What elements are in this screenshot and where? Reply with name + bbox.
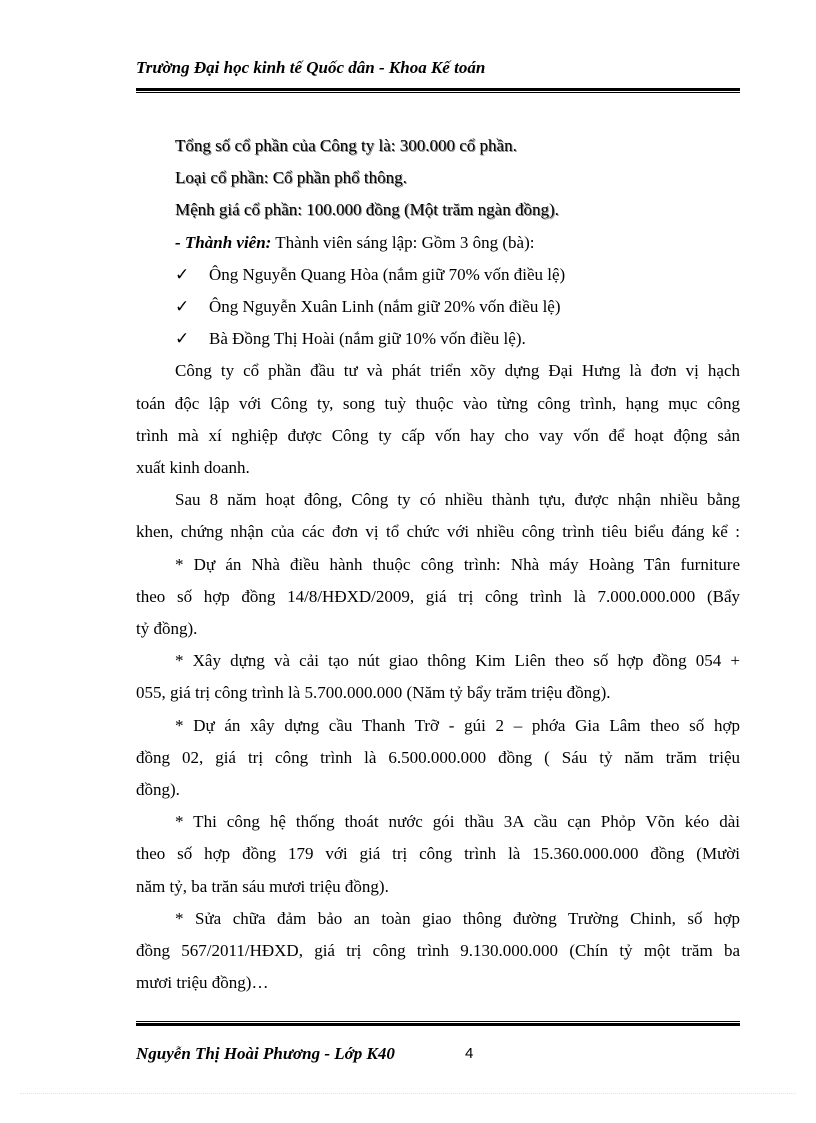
page-header: Trường Đại học kinh tế Quốc dân - Khoa Kế toán — [136, 58, 486, 77]
paragraph-line: tỷ đồng). — [136, 619, 198, 639]
paragraph-line: toán độc lập với Công ty, song tuỳ thuộc vào từng công trình, hạng mục công — [136, 393, 740, 413]
paragraph-line: đồng 567/2011/HĐXD, giá trị công trình 9.130.000.000 (Chín tỷ một trăm ba — [136, 941, 740, 961]
paragraph-line: đồng 02, giá trị công trình là 6.500.000.000 đồng ( Sáu tỷ năm trăm triệu — [136, 747, 740, 767]
paragraph-line: khen, chứng nhận của các đơn vị tổ chức với nhiều công trình tiêu biểu đáng kể : — [136, 522, 740, 542]
paragraph-line: * Sửa chữa đảm bảo an toàn giao thông đường Trường Chinh, số hợp — [175, 908, 740, 928]
page-number: 4 — [465, 1045, 474, 1062]
shares-type-line: Loại cổ phần: Cổ phần phổ thông. — [175, 168, 407, 188]
check-icon: ✓ — [175, 264, 190, 284]
check-icon: ✓ — [175, 329, 190, 349]
member-item — [136, 291, 740, 323]
footer-rule — [136, 1021, 740, 1026]
footer-author: Nguyễn Thị Hoài Phương - Lớp K40 — [136, 1044, 395, 1063]
members-text: Thành viên sáng lập: Gồm 3 ông (bà): — [271, 232, 535, 252]
shares-total-line: Tổng số cổ phần của Công ty là: 300.000 cổ phần. — [175, 136, 517, 155]
member-item — [136, 323, 740, 355]
paragraph-line: Công ty cổ phần đầu tư và phát triển xõy dựng Đại Hưng là đơn vị hạch — [175, 361, 740, 381]
paragraph-line: * Dự án Nhà điều hành thuộc công trình: Nhà máy Hoàng Tân furniture — [175, 554, 740, 574]
members-line — [136, 227, 740, 259]
header-rule — [136, 88, 740, 93]
member-item-text: Ông Nguyễn Xuân Linh (nắm giữ 20% vốn điều lệ) — [209, 297, 561, 317]
members-label: - Thành viên: — [175, 232, 272, 252]
page-footer — [136, 1044, 740, 1064]
paragraph-line: * Thi công hệ thống thoát nước gói thầu 3A cầu cạn Phỏp Võn kéo dài — [175, 812, 740, 832]
paragraph-line: năm tỷ, ba trăn sáu mươi triệu đồng). — [136, 876, 389, 896]
paragraph-line: Sau 8 năm hoạt đông, Công ty có nhiều thành tựu, được nhận nhiều bằng — [175, 490, 740, 510]
paragraph-line: mươi triệu đồng)… — [136, 973, 269, 993]
paragraph-line: * Xây dựng và cải tạo nút giao thông Kim Liên theo số hợp đồng 054 + — [175, 651, 740, 671]
paragraph-line: * Dự án xây dựng cầu Thanh Trỡ - gúi 2 – phớa Gia Lâm theo số hợp — [175, 715, 740, 735]
paragraph-line: theo số hợp đồng 14/8/HĐXD/2009, giá trị công trình là 7.000.000.000 (Bẩy — [136, 586, 740, 606]
member-item-text: Bà Đồng Thị Hoài (nắm giữ 10% vốn điều lệ). — [209, 329, 526, 349]
check-icon: ✓ — [175, 297, 190, 317]
paragraph-line: xuất kinh doanh. — [136, 458, 250, 478]
paragraph-line: theo số hợp đồng 179 với giá trị công trình là 15.360.000.000 đồng (Mười — [136, 844, 740, 864]
member-item-text: Ông Nguyễn Quang Hòa (nắm giữ 70% vốn điều lệ) — [209, 264, 566, 284]
paragraph-line: trình mà xí nghiệp được Công ty cấp vốn hay cho vay vốn để hoạt động sản — [136, 425, 740, 445]
document-body — [136, 130, 740, 999]
paragraph-line: 055, giá trị công trình là 5.700.000.000 (Năm tỷ bẩy trăm triệu đồng). — [136, 683, 611, 703]
member-item — [136, 259, 740, 291]
shares-par-value-line: Mệnh giá cổ phần: 100.000 đồng (Một trăm ngàn đồng). — [175, 200, 559, 220]
page-bottom-divider — [20, 1093, 796, 1094]
paragraph-line: đồng). — [136, 780, 180, 800]
